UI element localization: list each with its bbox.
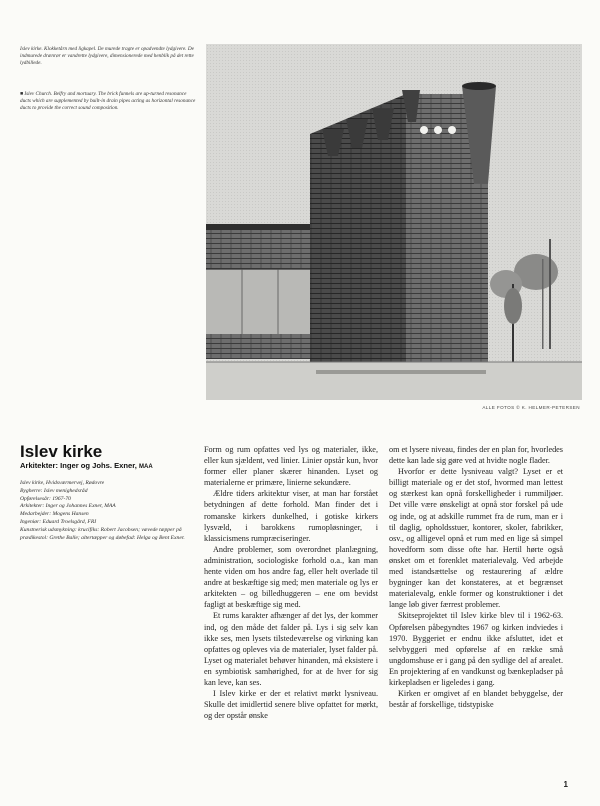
body-paragraph: Form og rum opfattes ved lys og materialer, ikke, eller kun sjældent, ved linier. Linier opstår kun, hvor former eller planer skærer hinanden. Lyset og materialerne er primære, linierne sekundære. [204, 445, 378, 488]
body-paragraph: Andre problemer, som overordnet planlægning, administration, sociologiske forhold o.a., kan man hente viden om hos andre fag, eller helt overlade til andre at beskæftige sig med; men materiale og lys er arkitekten – og billedhuggeren – ene om bevidst fagligt at beskæftige sig med. [204, 544, 378, 610]
project-credits [20, 480, 200, 542]
body-paragraph: Kirken er omgivet af en blandet bebyggelse, der består af forskellige, tidstypiske [389, 689, 563, 710]
body-paragraph: Et rums karakter afhænger af det lys, der kommer ind, og den måde det falder på. Lys i sig selv kan ikke ses, men lysets tilstedeværelse og virkning kan opfattes og opleves via de materialer, lyset falder på. Lyset og materialet behøver hinanden, må eksistere i en symbiotisk samhørighed, for at de hver for sig kan leve, kan ses. [204, 611, 378, 687]
credit-line: Bygherre: Islev menighedsråd [20, 487, 88, 494]
body-column-middle [204, 444, 378, 721]
page-number: 1 [563, 780, 568, 789]
article-architects [20, 461, 153, 470]
body-paragraph: Hvorfor er dette lysniveau valgt? Lyset er et billigt materiale og er det stof, hvormed man lettest og stærkest kan opnå forskelligheder i rummiljøer. Det ville være ønskeligt at opnå stor forskel på ude og inde, og at adskille rummet fra de rum, man er i til daglig, opholdsstuer, kontorer, skoler, fabrikker, osv., og alligevel opnå et rum med en lige så simpel hovedform som disse ofte har. Hertil hørte også ønsket om et forenklet materialevalg. Ved arbejde med istandsættelse og restaurering af ældre bygninger kan det konstateres, at et begrænset materialevalg, enkle former og konstruktioner i det lange løb giver færrest problemer. [389, 467, 563, 610]
credit-line: Arkitekter: Inger og Johannes Exner, MAA [20, 503, 116, 510]
architects-suffix: MAA [139, 464, 153, 470]
body-paragraph: Ældre tiders arkitektur viser, at man har forstået betydningen af dette forhold. Man finder det i romanske kirkers dunkelhed, i gotiske kirkers lysvæld, i barokkens rumopløsninger, i klassicismens rumpræciseringer. [204, 489, 378, 543]
article-title: Islev kirke [20, 442, 103, 461]
photo-caption-danish: Islev kirke. Klokketårn med ligkapel. De murede tragte er opadvendte lydgivere. De indmurede drænrør er vandrette lydgivere, dimensionerede med henblik på det rette lydbillede. [20, 46, 194, 66]
body-paragraph: Skitseprojektet til Islev kirke blev til i 1962-63. Opførelsen påbegyndtes 1967 og kirken indviedes i 1970. Byggeriet er endnu ikke afsluttet, idet et selvbyggeri med opførelse af en række små ungdomshuse er i gang på den sydlige del af arealet. En projektering af en vandkunst og bænkepladser på kirkepladsen er ligeledes i gang. [389, 611, 563, 687]
photo-credit: ALLE FOTOS © K. HELMER-PETERSEN [482, 405, 580, 410]
body-paragraph: om et lysere niveau, findes der en plan for, hvorledes dette kan lade sig gøre ved at hvidte nogle flader. [389, 445, 563, 466]
architects-names: Arkitekter: Inger og Johs. Exner, [20, 461, 137, 470]
credit-line: Islev kirke, Hvidsværmervej, Rødovre [20, 480, 105, 486]
credit-line: Ingeniør: Eduard Troelsgård, FRI [20, 518, 97, 525]
church-belfry-photo [206, 44, 582, 400]
body-column-right [389, 444, 563, 710]
credit-line: Opførelsesår: 1967-70 [20, 495, 71, 502]
credit-line: Medarbejder: Mogens Hansen [20, 511, 89, 518]
body-paragraph: I Islev kirke er der et relativt mørkt lysniveau. Skulle det imidlertid senere blive opfattet for mørkt, og der opstår ønske [204, 689, 378, 721]
photo-caption-english: ■ Islev Church. Belfry and mortuary. The brick funnels are up-turned resonance ducts which are supplemented by built-in drain pipes acting as horizontal resonance ducts to provide the correct sound composition. [20, 91, 196, 111]
credit-line: Kunstnerisk udsmykning: krucifiks: Robert Jacobsen; vævede tæpper på prædikestol: Grethe Balle; altertæpper og døbefad: Helga og Bent Exner. [20, 526, 185, 541]
